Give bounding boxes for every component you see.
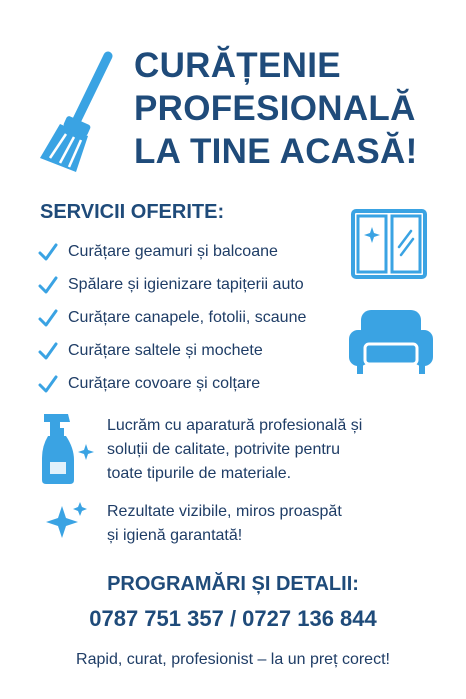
paragraph-line: Lucrăm cu aparatură profesională și	[107, 417, 363, 434]
service-label: Curățare saltele și mochete	[68, 341, 263, 359]
headline-line-1: CURĂȚENIE	[134, 46, 341, 85]
service-label: Curățare covoare și colțare	[68, 374, 261, 392]
check-icon	[38, 275, 58, 295]
service-item	[38, 301, 306, 334]
headline	[134, 44, 454, 173]
paragraph-line: toate tipurile de materiale.	[107, 465, 292, 482]
armchair-icon	[347, 306, 435, 378]
service-label: Curățare geamuri și balcoane	[68, 242, 278, 260]
headline-line-3: LA TINE ACASĂ!	[134, 132, 418, 171]
spray-bottle-icon	[40, 408, 94, 486]
phone-numbers: 0787 751 357 / 0727 136 844	[89, 606, 377, 631]
tagline: Rapid, curat, profesionist – la un preț corect!	[76, 651, 390, 668]
sparkle-icon	[44, 500, 88, 544]
check-icon	[38, 242, 58, 262]
service-label: Curățare canapele, fotolii, scaune	[68, 308, 307, 326]
paragraph-line: soluții de calitate, potrivite pentru	[107, 441, 341, 458]
check-icon	[38, 341, 58, 361]
window-icon	[351, 209, 427, 279]
check-icon	[38, 374, 58, 394]
results-paragraph	[107, 500, 437, 548]
service-item	[38, 334, 306, 367]
equipment-paragraph	[107, 414, 437, 486]
service-label: Spălare și igienizare tapițerii auto	[68, 275, 304, 293]
contact-title: PROGRAMĂRI ȘI DETALII:	[107, 573, 359, 595]
paragraph-line: Rezultate vizibile, miros proaspăt	[107, 503, 342, 520]
service-item	[38, 235, 306, 268]
services-title: SERVICII OFERITE:	[40, 201, 225, 223]
service-item	[38, 268, 306, 301]
broom-icon	[36, 48, 126, 178]
check-icon	[38, 308, 58, 328]
service-item	[38, 367, 306, 400]
headline-line-2: PROFESIONALĂ	[134, 89, 416, 128]
services-list	[38, 235, 306, 400]
paragraph-line: și igienă garantată!	[107, 527, 243, 544]
